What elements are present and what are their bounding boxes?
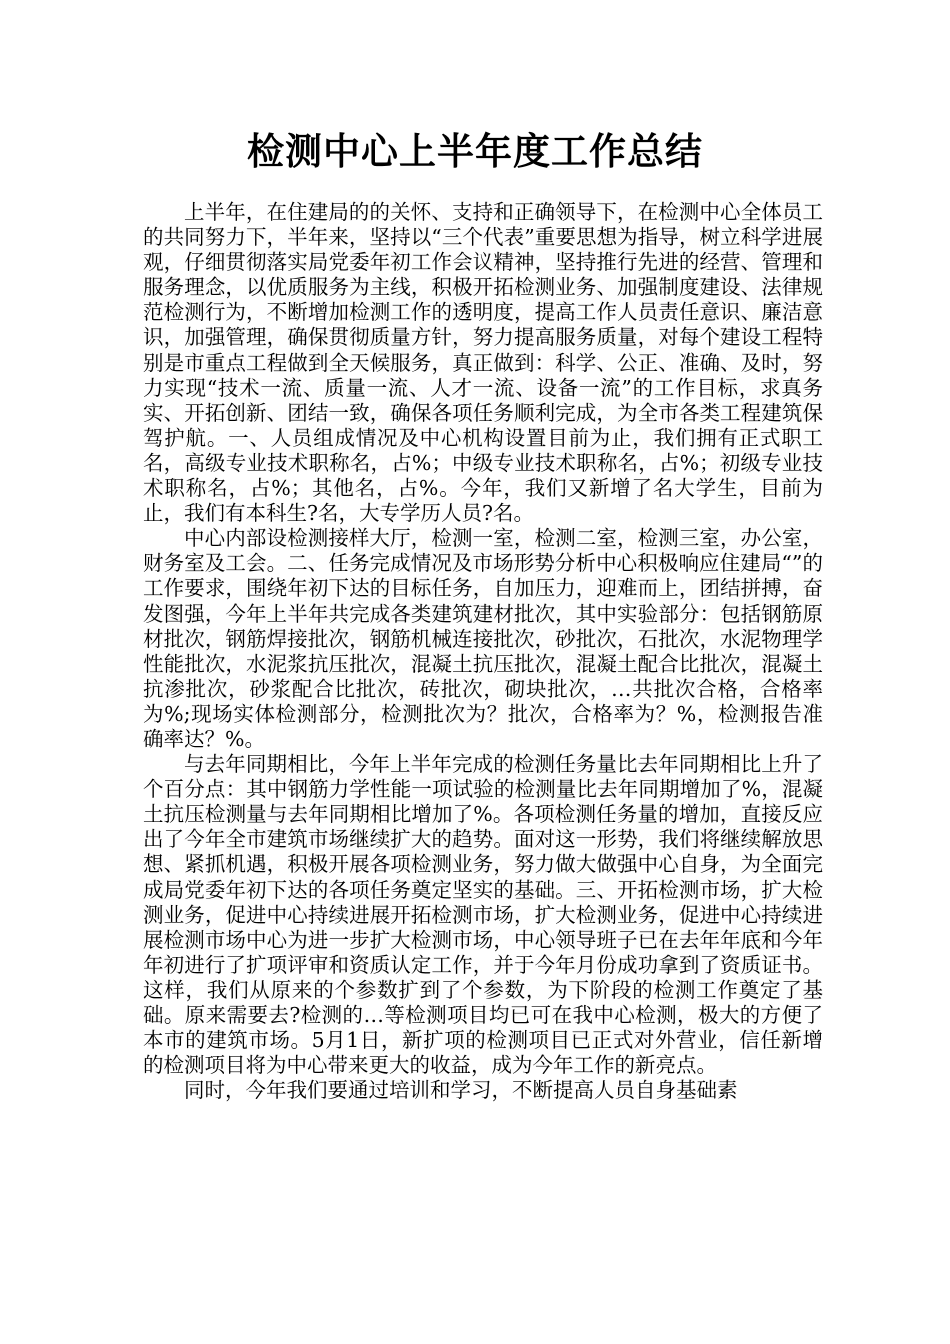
paragraph-4: 同时，今年我们要通过培训和学习，不断提高人员自身基础素 — [184, 1078, 738, 1103]
document-title: 检测中心上半年度工作总结 — [247, 130, 703, 173]
paragraph-2: 中心内部设检测接样大厅，检测一室，检测二室，检测三室，办公室，财务室及工会。二、任务完成情况及市场形势分析中心积极响应住建局“”的工作要求，围绕年初下达的目标任务，自加压力，迎难而上，团结拼搏，奋发图强，今年上半年共完成各类建筑建材批次，其中实验部分：包括钢筋原材批次，钢筋焊接批次，钢筋机械连接批次，砂批次，石批次，水泥物理学性能批次，水泥浆抗压批次，混凝土抗压批次，混凝土配合比批次，混凝土抗渗批次，砂浆配合比批次，砖批次，砌块批次，…共批次合格，合格率为%;现场实体检测部分，检测批次为？批次，合格率为？%，检测报告准确率达？%。 — [143, 526, 823, 751]
document-body — [143, 200, 823, 1103]
paragraph-3: 与去年同期相比，今年上半年完成的检测任务量比去年同期相比上升了个百分点：其中钢筋力学性能一项试验的检测量比去年同期增加了%，混凝土抗压检测量与去年同期相比增加了%。各项检测任务量的增加，直接反应出了今年全市建筑市场继续扩大的趋势。面对这一形势，我们将继续解放思想、紧抓机遇，积极开展各项检测业务，努力做大做强中心自身，为全面完成局党委年初下达的各项任务奠定坚实的基础。三、开拓检测市场，扩大检测业务，促进中心持续进展开拓检测市场，扩大检测业务，促进中心持续进展检测市场中心为进一步扩大检测市场，中心领导班子已在去年年底和今年年初进行了扩项评审和资质认定工作，并于今年月份成功拿到了资质证书。这样，我们从原来的个参数扩到了个参数，为下阶段的检测工作奠定了基础。原来需要去?检测的…等检测项目均已可在我中心检测，极大的方便了本市的建筑市场。5月1日，新扩项的检测项目已正式对外营业，信任新增的检测项目将为中心带来更大的收益，成为今年工作的新亮点。 — [143, 752, 823, 1078]
paragraph-1: 上半年，在住建局的的关怀、支持和正确领导下，在检测中心全体员工的共同努力下，半年来，坚持以“三个代表”重要思想为指导，树立科学进展观，仔细贯彻落实局党委年初工作会议精神，坚持推行先进的经营、管理和服务理念，以优质服务为主线，积极开拓检测业务、加强制度建设、法律规范检测行为，不断增加检测工作的透明度，提高工作人员责任意识、廉洁意识，加强管理，确保贯彻质量方针，努力提高服务质量，对每个建设工程特别是市重点工程做到全天候服务，真正做到：科学、公正、准确、及时，努力实现“技术一流、质量一流、人才一流、设备一流”的工作目标，求真务实、开拓创新、团结一致，确保各项任务顺利完成，为全市各类工程建筑保驾护航。一、人员组成情况及中心机构设置目前为止，我们拥有正式职工名，高级专业技术职称名，占%；中级专业技术职称名，占%；初级专业技术职称名，占%；其他名，占%。今年，我们又新增了名大学生，目前为止，我们有本科生?名，大专学历人员?名。 — [143, 200, 823, 526]
